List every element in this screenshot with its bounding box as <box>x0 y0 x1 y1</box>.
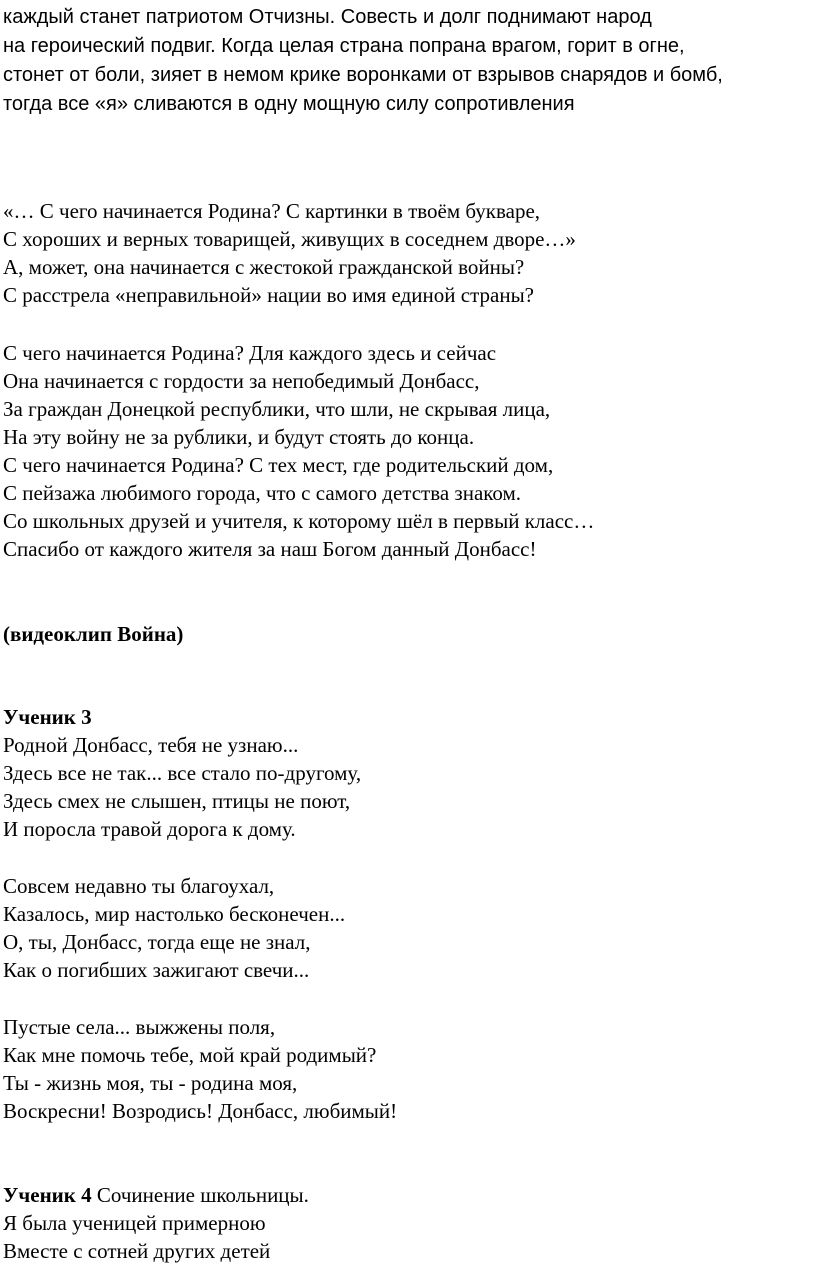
poem-line: Как мне помочь тебе, мой край родимый? <box>3 1043 377 1067</box>
poem-line: Со школьных друзей и учителя, к которому шёл в первый класс… <box>3 509 595 533</box>
video-note <box>3 620 813 648</box>
poem-line: С чего начинается Родина? Для каждого здесь и сейчас <box>3 341 497 365</box>
video-note-text: (видеоклип Война) <box>3 622 184 646</box>
poem-line: Я была ученицей примерною <box>3 1211 266 1235</box>
poem-line: С чего начинается Родина? С тех мест, где родительский дом, <box>3 453 554 477</box>
intro-line: тогда все «я» сливаются в одну мощную силу сопротивления <box>3 93 575 115</box>
poem-line: О, ты, Донбасс, тогда еще не знал, <box>3 930 311 954</box>
poem-line: И поросла травой дорога к дому. <box>3 817 296 841</box>
student4-heading-line <box>3 1181 813 1209</box>
poem-line: За граждан Донецкой республики, что шли, не скрывая лица, <box>3 397 551 421</box>
student3-stanza3 <box>3 1013 813 1125</box>
poem-line: Родной Донбасс, тебя не узнаю... <box>3 733 299 757</box>
student4-heading: Ученик 4 <box>3 1183 92 1207</box>
poem-line: Спасибо от каждого жителя за наш Богом данный Донбасс! <box>3 537 537 561</box>
poem-line: На эту войну не за рублики, и будут стоять до конца. <box>3 425 475 449</box>
intro-paragraph <box>3 3 813 119</box>
student3-heading: Ученик 3 <box>3 705 92 729</box>
poem-line: Казалось, мир настолько бесконечен... <box>3 902 346 926</box>
poem-line: С пейзажа любимого города, что с самого детства знаком. <box>3 481 522 505</box>
intro-line: на героический подвиг. Когда целая страна попрана врагом, горит в огне, <box>3 35 685 57</box>
poem-line: Как о погибших зажигают свечи... <box>3 958 310 982</box>
poem-line: А, может, она начинается с жестокой гражданской войны? <box>3 255 525 279</box>
student3-section <box>3 703 813 843</box>
poem-line: Вместе с сотней других детей <box>3 1239 271 1263</box>
student4-heading-rest: Сочинение школьницы. <box>91 1183 309 1207</box>
poem-line: Здесь все не так... все стало по-другому, <box>3 761 362 785</box>
poem-line: Совсем недавно ты благоухал, <box>3 874 275 898</box>
poem-line: Здесь смех не слышен, птицы не поют, <box>3 789 351 813</box>
poem1-stanza2 <box>3 339 813 563</box>
poem-line: «… С чего начинается Родина? С картинки в твоём букваре, <box>3 199 541 223</box>
poem-line: Ты - жизнь моя, ты - родина моя, <box>3 1071 298 1095</box>
poem-line: Воскресни! Возродись! Донбасс, любимый! <box>3 1099 398 1123</box>
intro-line: стонет от боли, зияет в немом крике воронками от взрывов снарядов и бомб, <box>3 64 723 86</box>
poem-line: Она начинается с гордости за непобедимый Донбасс, <box>3 369 480 393</box>
poem-line: С хороших и верных товарищей, живущих в соседнем дворе…» <box>3 227 576 251</box>
student3-stanza2 <box>3 872 813 984</box>
intro-line: каждый станет патриотом Отчизны. Совесть и долг поднимают народ <box>3 6 652 28</box>
student4-section <box>3 1181 813 1265</box>
poem-line: С расстрела «неправильной» нации во имя единой страны? <box>3 283 534 307</box>
poem-line: Пустые села... выжжены поля, <box>3 1015 276 1039</box>
poem1-stanza1 <box>3 197 813 309</box>
